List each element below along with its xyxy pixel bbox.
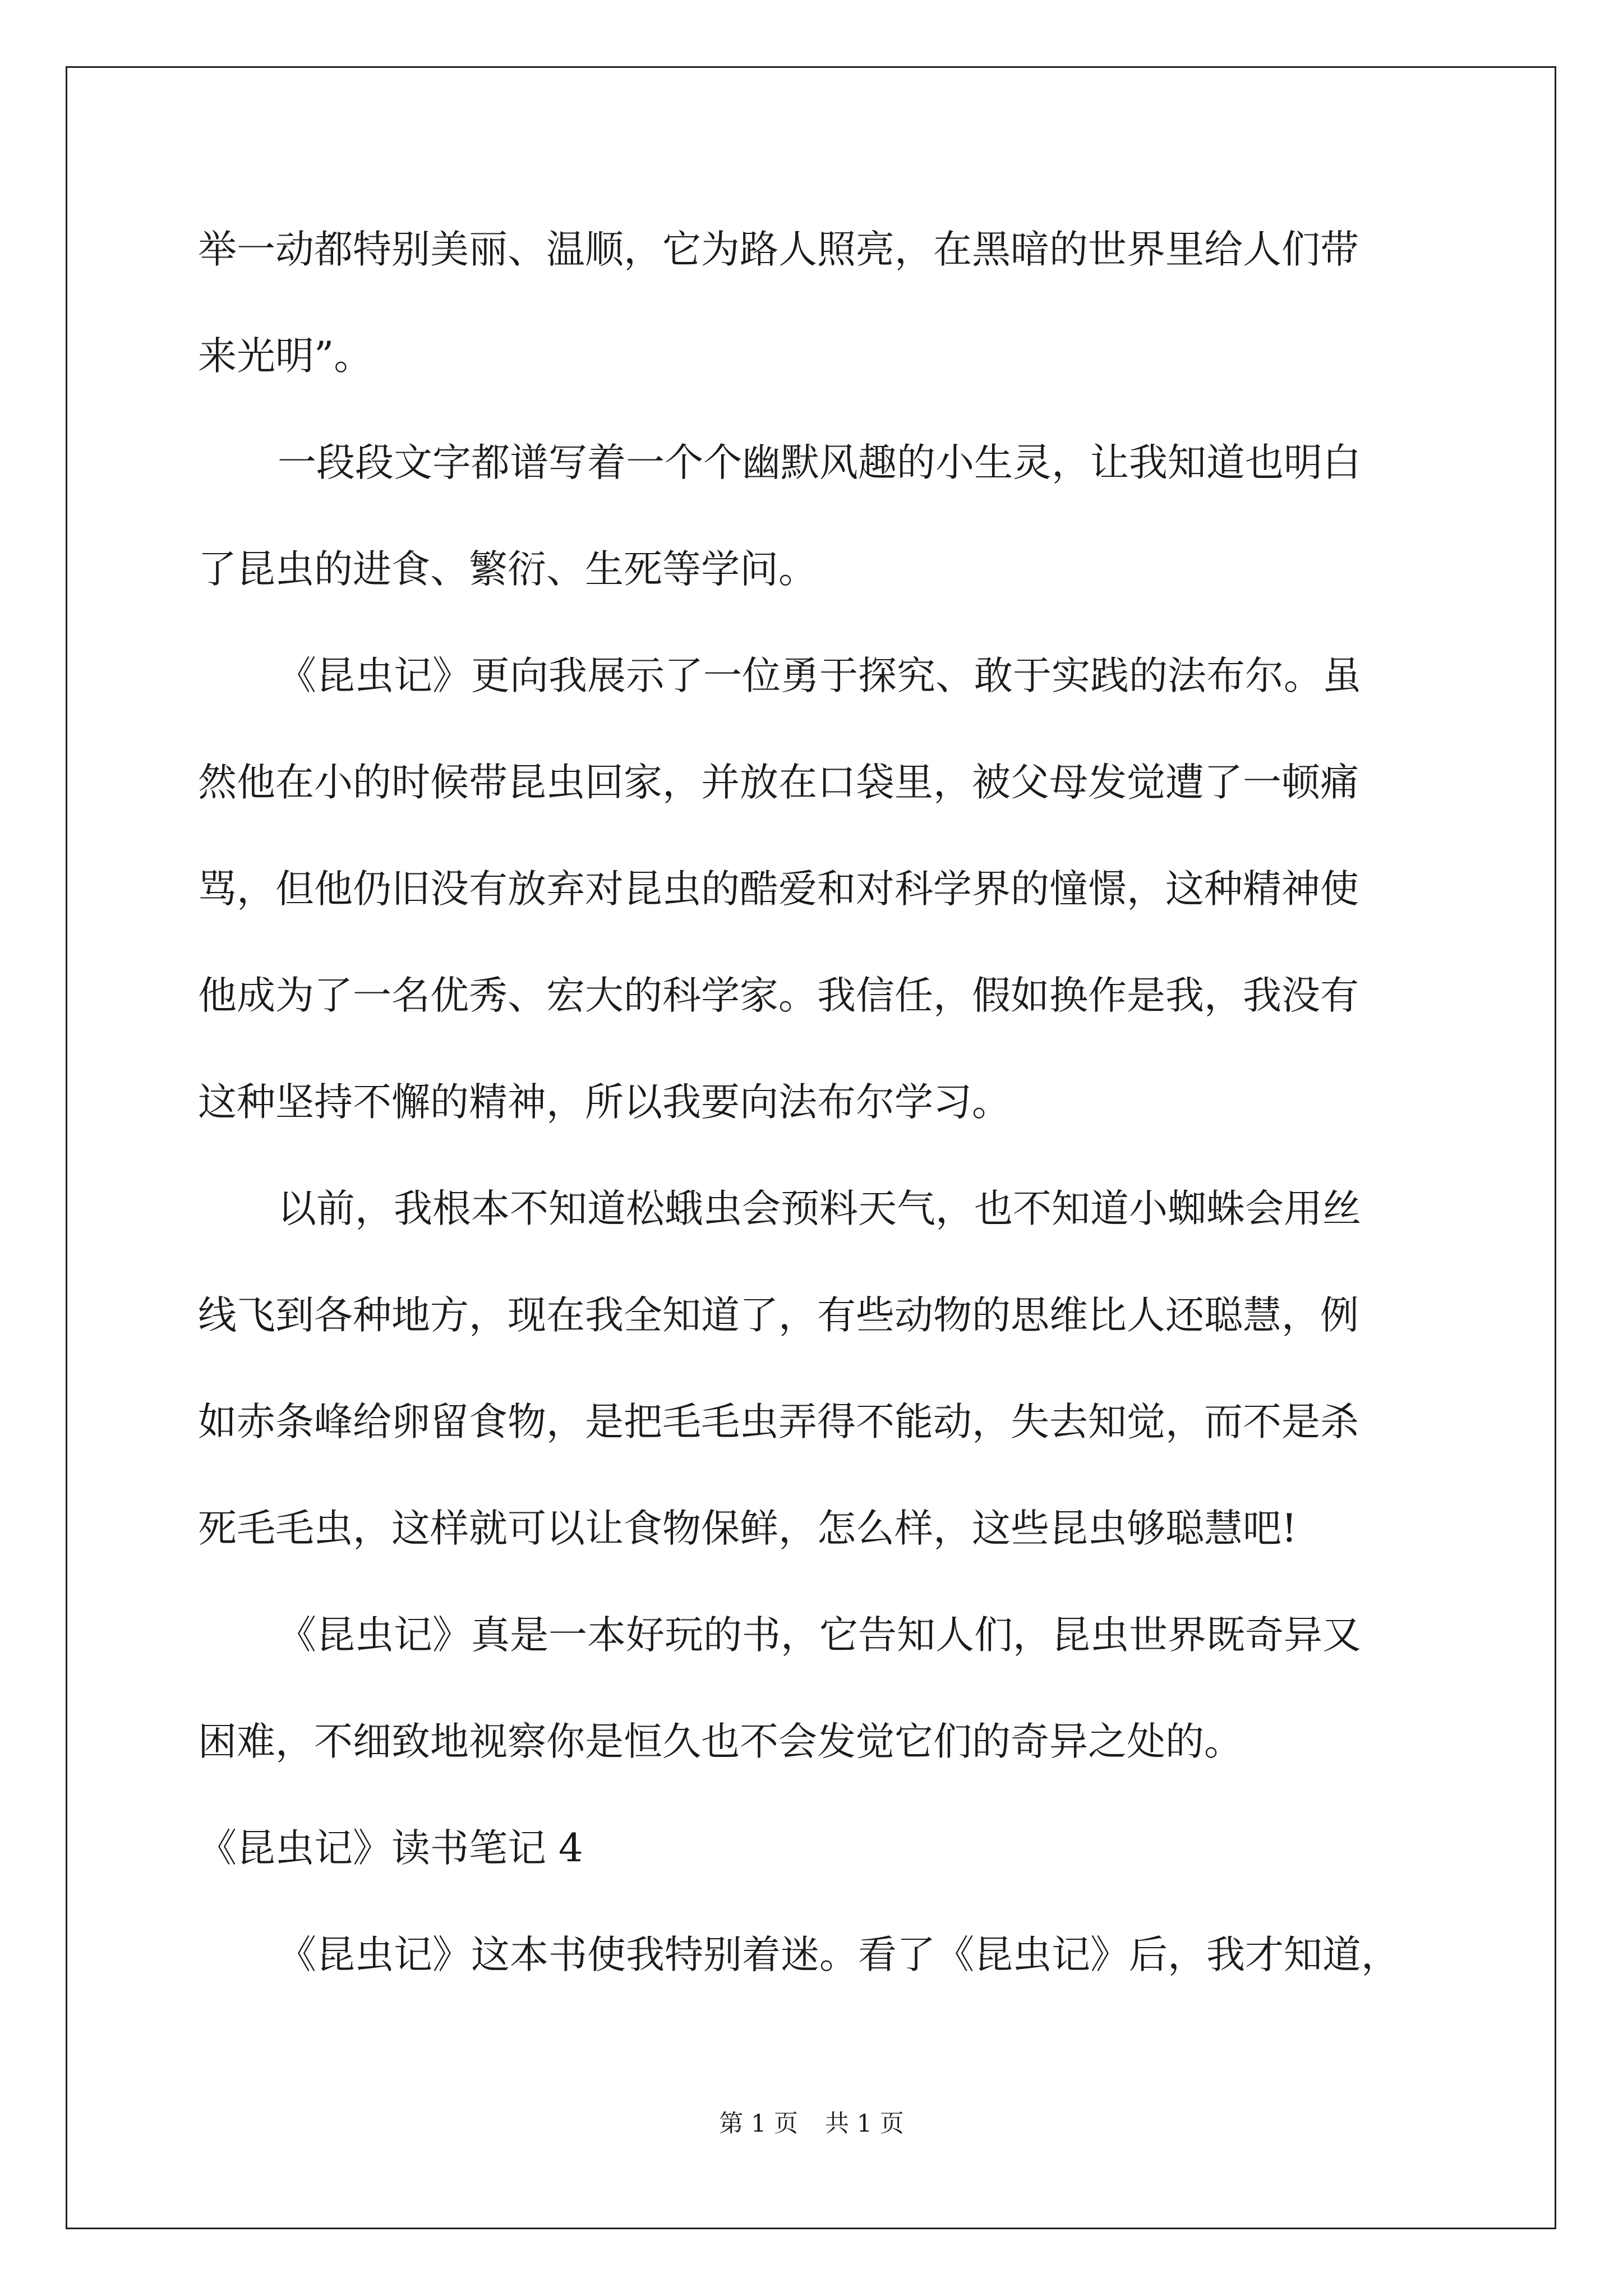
text-line: 《昆虫记》这本书使我特别着迷。看了《昆虫记》后，我才知道， bbox=[278, 1932, 1400, 1977]
text-line: 《昆虫记》更向我展示了一位勇于探究、敢于实践的法布尔。虽 bbox=[278, 654, 1361, 698]
text-line: 以前，我根本不知道松蛾虫会预料天气，也不知道小蜘蛛会用丝 bbox=[278, 1186, 1361, 1231]
text-line: 这种坚持不懈的精神，所以我要向法布尔学习。 bbox=[198, 1080, 1011, 1125]
document-body bbox=[198, 219, 1454, 2031]
text-line: 举一动都特别美丽、温顺，它为路人照亮，在黑暗的世界里给人们带 bbox=[198, 227, 1359, 272]
text-line: 了昆虫的进食、繁衍、生死等学问。 bbox=[198, 547, 817, 592]
text-line: 骂，但他仍旧没有放弃对昆虫的酷爱和对科学界的憧憬，这种精神使 bbox=[198, 867, 1359, 912]
text-line: 他成为了一名优秀、宏大的科学家。我信任，假如换作是我，我没有 bbox=[198, 973, 1359, 1018]
text-line: 一段段文字都谱写着一个个幽默风趣的小生灵，让我知道也明白 bbox=[278, 440, 1361, 485]
text-line: 然他在小的时候带昆虫回家，并放在口袋里，被父母发觉遭了一顿痛 bbox=[198, 760, 1359, 805]
text-line: 困难，不细致地视察你是恒久也不会发觉它们的奇异之处的。 bbox=[198, 1719, 1243, 1764]
text-line: 如赤条峰给卵留食物，是把毛毛虫弄得不能动，失去知觉，而不是杀 bbox=[198, 1400, 1359, 1444]
text-line: 来光明”。 bbox=[198, 334, 373, 379]
page-total: 共 1 页 bbox=[825, 2110, 904, 2138]
page-footer bbox=[0, 2107, 1623, 2141]
section-heading: 《昆虫记》读书笔记 4 bbox=[198, 1826, 583, 1871]
text-line: 线飞到各种地方，现在我全知道了，有些动物的思维比人还聪慧，例 bbox=[198, 1293, 1359, 1338]
text-line: 死毛毛虫，这样就可以让食物保鲜，怎么样，这些昆虫够聪慧吧! bbox=[198, 1506, 1297, 1551]
text-line: 《昆虫记》真是一本好玩的书，它告知人们，昆虫世界既奇异又 bbox=[278, 1613, 1361, 1658]
page-number: 第 1 页 bbox=[719, 2110, 798, 2138]
